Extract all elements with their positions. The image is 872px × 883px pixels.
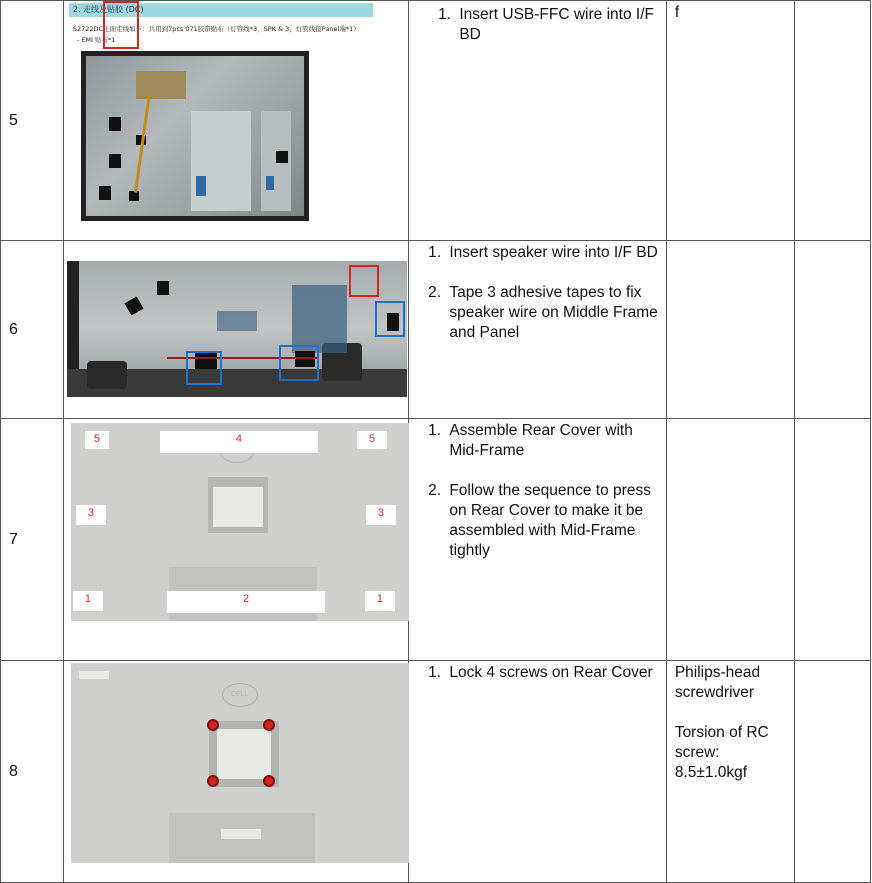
screw-marker [263,775,275,787]
tools-cell [666,661,794,883]
tools-cell [666,419,794,661]
tape-position-box [375,301,405,337]
step-image-cell [63,419,408,661]
image-caption-2: - EMI 贴布*1 [76,36,116,44]
step-number: 8 [1,661,64,883]
tools-cell [666,241,794,419]
instruction-item: 2. Follow the sequence to press on Rear Cover to make it be assembled with Mid-Frame tightly [445,481,665,561]
step-number: 7 [1,419,64,661]
table-row [1,1,871,241]
step-image-cell [63,241,408,419]
tools-cell: f [666,1,794,241]
step-number: 6 [1,241,64,419]
dell-logo: DELL [222,683,258,707]
instructions-cell [409,241,666,419]
table-row [1,241,871,419]
image-header: 2. 走线及贴胶 (DC) [69,3,373,17]
notes-cell [794,419,870,661]
notes-cell [794,1,870,241]
step-number: 5 [1,1,64,241]
instructions-cell [409,419,666,661]
instruction-item: 2. Tape 3 adhesive tapes to fix speaker wire on Middle Frame and Panel [445,283,665,343]
photo-rear-cover-sequence [71,423,409,621]
screw-marker [207,719,219,731]
tape-position-box [186,351,222,385]
instruction-item: 1. Assemble Rear Cover with Mid-Frame [445,421,665,461]
instruction-item: 1. Insert speaker wire into I/F BD [445,243,665,263]
table-row [1,661,871,883]
tool-name: Philips-head screwdriver [674,664,761,701]
step-image-cell [63,661,408,883]
sequence-label: 1 [365,591,395,611]
notes-cell [794,241,870,419]
screw-marker [207,775,219,787]
tape-position-box [279,345,319,381]
sequence-label: 3 [366,505,396,525]
instructions-cell [409,1,666,241]
highlight-box [103,1,139,49]
photo-rear-cover-screws [71,663,409,863]
screw-marker [263,719,275,731]
photo-panel-back [81,51,309,221]
table-row [1,419,871,661]
step-image-usb-ffc [69,1,369,239]
instruction-item: 1. Lock 4 screws on Rear Cover [445,663,665,683]
sequence-label: 5 [357,431,387,449]
sequence-label: 2 [167,591,325,613]
sequence-label: 3 [76,505,106,525]
sequence-label: 1 [73,591,103,611]
notes-cell [794,661,870,883]
highlight-box [349,265,379,297]
sequence-label: 5 [85,431,109,449]
torque-spec: Torsion of RC screw: 8.5±1.0kgf [674,724,769,781]
sequence-label: 4 [160,431,318,453]
instructions-cell [409,661,666,883]
image-caption: S2722DC正面走线如下：共用到7pcs 071胶带贴布（灯管线*3，SPK & 3，灯管线接Panel端*1） [72,25,360,33]
step-image-cell [63,1,408,241]
instruction-item: 1. Insert USB-FFC wire into I/F BD [455,5,665,45]
